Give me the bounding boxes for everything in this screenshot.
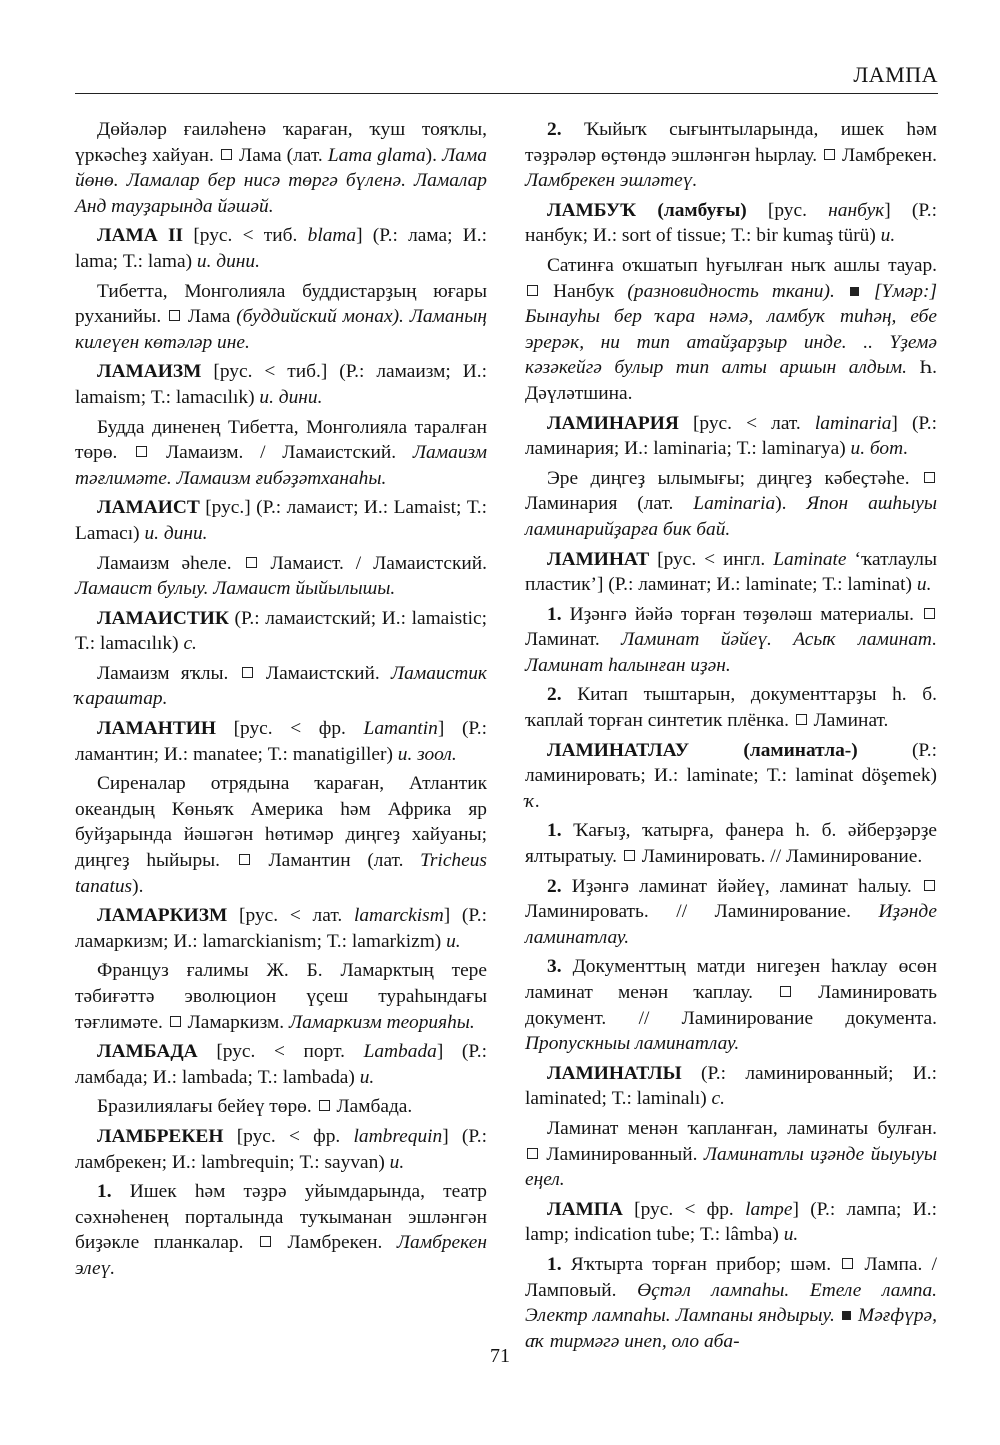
running-head: ЛАМПА [853, 62, 938, 87]
headword: ЛАМИНАТЛЫ [547, 1062, 682, 1084]
entry-lampa: ЛАМПА [рус. < фр. lampe] (Р.: лампа; И.: lamp; indication tube; Т.: lâmba) и. [525, 1198, 937, 1246]
russian-equivalent-marker [924, 880, 935, 891]
entry-lamarkizm: ЛАМАРКИЗМ [рус. < лат. lamarckism] (Р.: ламаркизм; И.: lamarckianism; Т.: lamarkizm) и. [75, 905, 487, 952]
russian-equivalent-marker [527, 285, 538, 296]
russian-equivalent-marker [221, 149, 232, 160]
headword: ЛАМИНАТ [547, 548, 650, 570]
russian-equivalent-marker [169, 310, 180, 321]
definition: Тибетта, Монголияла буддистарҙың юғары руханийы. Лама (буддийский монах). Ламаның килеүен көтәләр ине. [75, 280, 488, 353]
headword: ЛАМА II [97, 225, 184, 247]
sense: 1. Ишек һәм тәҙрә уйымдарында, театр сәхнәһенең порталында туҡыманан эшләнгән биҙәкле планкалар. Ламбрекен. Ламбрекен элеү. [75, 1181, 487, 1279]
entry-lambada: ЛАМБАДА [рус. < порт. Lambada] (Р.: ламбада; И.: lambada; Т.: lambada) и. [75, 1041, 487, 1088]
entry-laminariya: ЛАМИНАРИЯ [рус. < лат. laminaria] (Р.: ламинария; И.: laminaria; Т.: laminarya) и. бот. [525, 412, 938, 460]
headword: ЛАМИНАТЛАУ (ламинатла-) [547, 739, 858, 761]
russian-equivalent-marker [796, 714, 807, 725]
headword: ЛАМБРЕКЕН [97, 1125, 224, 1147]
definition: Ламаизм яҡлы. Ламаистский. Ламаистик ҡараштар. [75, 662, 487, 710]
headword: ЛАМИНАРИЯ [547, 412, 679, 434]
entry-lambuq: ЛАМБУҠ (ламбуғы) [рус. нанбук] (Р.: нанбук; И.: sort of tissue; Т.: bir kumaş türü) и. [525, 199, 937, 247]
russian-equivalent-marker [170, 1016, 181, 1027]
russian-equivalent-marker [319, 1100, 330, 1111]
entry-lama-ii: ЛАМА II [рус. < тиб. blama] (Р.: лама; И.: lama; Т.: lama) и. дини. [75, 225, 487, 272]
entry-lama-i-cont: Дөйәләр ғаиләһенә ҡараған, ҡуш тояҡлы, үркәсһеҙ хайуан. Лама (лат. Lama glama). Лама йөнө. Ламалар бер нисә төргә бүленә. Ламалар Анд тауҙарында йәшәй. [75, 119, 488, 217]
russian-equivalent-marker [246, 557, 257, 568]
headword: ЛАМАИЗМ [97, 361, 202, 383]
russian-equivalent-marker [924, 472, 935, 483]
russian-equivalent-marker [842, 1258, 853, 1269]
headword: ЛАМАРКИЗМ [97, 905, 228, 927]
sense: 2. Ҡыйыҡ сығынтыларында, ишек һәм тәҙрәләр өҫтөндә эшләнгән һырлау. Ламбрекен. Ламбрекен эшләтеү. [525, 119, 937, 192]
sense: 2. Иҙәнгә ламинат йәйеү, ламинат һалыу. Ламинировать. // Ламинирование. Иҙәнде ламинатлау. [525, 875, 937, 948]
russian-equivalent-marker [780, 986, 791, 997]
russian-equivalent-marker [924, 608, 935, 619]
sense: 1. Яҡтырта торған прибор; шәм. Лампа. / Ламповый. Өҫтәл лампаһы. Етеле лампа. Электр лампаһы. Лампаны яндырыу. Мәғфүрә, аҡ тирмәгә инеп, оло аба- [525, 1253, 937, 1352]
sense: 2. Китап тыштарын, документтарҙы һ. б. ҡаплай торған синтетик плёнка. Ламинат. [525, 684, 937, 732]
russian-equivalent-marker [260, 1236, 271, 1247]
left-column [75, 117, 487, 1282]
russian-equivalent-marker [239, 854, 250, 865]
russian-equivalent-marker [242, 667, 253, 678]
headword: ЛАМАИСТИК [97, 607, 229, 629]
definition: Ламаизм әһеле. Ламаист. / Ламаистский. Ламаист булыу. Ламаист йыйылышы. [75, 552, 487, 600]
header-rule [75, 93, 938, 94]
headword: ЛАМБАДА [97, 1041, 198, 1063]
entry-lambreken: ЛАМБРЕКЕН [рус. < фр. lambrequin] (Р.: ламбрекен; И.: lambrequin; Т.: sayvan) и. [75, 1125, 487, 1173]
entry-laminatly: ЛАМИНАТЛЫ (Р.: ламинированный; И.: laminated; Т.: laminalı) с. [525, 1062, 937, 1110]
definition: Бразилиялағы бейеү төрө. Ламбада. [97, 1096, 413, 1118]
definition: Ламинат менән ҡапланған, ламинаты булған. Ламинированный. Ламинатлы иҙәнде йыуыуы еңел. [525, 1117, 937, 1191]
headword: ЛАМПА [547, 1198, 623, 1220]
sense: 3. Документтың матди нигеҙен һаҡлау өсөн ламинат менән ҡаплау. Ламинировать документ. // Ламинирование документа. Пропускныы ламинатлау. [525, 956, 937, 1055]
sense: 1. Ҡағыҙ, ҡатырға, фанера һ. б. әйберҙәрҙе ялтыратыу. Ламинировать. // Ламинирование. [525, 820, 937, 868]
definition: Эре диңгеҙ ылымығы; диңгеҙ кәбеҫтәһе. Ламинария (лат. Laminaria). Япон ашһыуы ламинарийҙарға бик бай. [525, 467, 937, 540]
page-number: 71 [490, 1345, 510, 1367]
russian-equivalent-marker [624, 850, 635, 861]
entry-lamaizm: ЛАМАИЗМ [рус. < тиб.] (Р.: ламаизм; И.: lamaism; Т.: lamacılık) и. дини. [75, 361, 487, 408]
headword: ЛАМБУҠ (ламбуғы) [547, 199, 747, 221]
russian-equivalent-marker [824, 149, 835, 160]
russian-equivalent-marker [527, 1148, 538, 1159]
citation-marker [842, 1311, 851, 1320]
definition: Сатинға оҡшатып һуғылған ныҡ ашлы тауар. Нанбук (разновидность ткани). [Үмәр:] Бынауһы бер ҡара нәмә, ламбуҡ тиһәң, ебе эрерәк, ни тип атайҙарҙыр инде. .. Үҙемә кәзәкейгә булыр тип алты аршын алдым. Һ. Дәүләтшина. [525, 254, 938, 404]
entry-lamantin: ЛАМАНТИН [рус. < фр. Lamantin] (Р.: ламантин; И.: manatee; Т.: manatigiller) и. зоол. [75, 718, 487, 765]
entry-laminat: ЛАМИНАТ [рус. < ингл. Laminate ‘ҡатлаулы пластик’] (Р.: ламинат; И.: laminate; Т.: laminat) и. [525, 548, 937, 596]
entry-lamaist: ЛАМАИСТ [рус.] (Р.: ламаист; И.: Lamaist; Т.: Lamacı) и. дини. [75, 497, 487, 544]
sense: 1. Иҙәнгә йәйә торған төҙөләш материалы. Ламинат. Ламинат йәйеү. Асыҡ ламинат. Ламинат һалынған иҙән. [525, 603, 937, 676]
definition: Сиреналар отрядына ҡараған, Атлантик океандың Көньяҡ Америка һәм Африка яр буйҙарында йәшәгән һөтимәр диңгеҙ хайуаны; диңгеҙ һыйыры. Ламантин (лат. Tricheus tanatus). [75, 773, 487, 897]
right-column [525, 117, 937, 1354]
russian-equivalent-marker [136, 446, 147, 457]
definition: Будда диненең Тибетта, Монголияла таралған төрө. Ламаизм. / Ламаистский. Ламаизм тәғлимәте. Ламаизм ғибәҙәтханаһы. [75, 416, 487, 489]
headword: ЛАМАИСТ [97, 497, 200, 519]
entry-laminatlau: ЛАМИНАТЛАУ (ламинатла-) (Р.: ламинировать; И.: laminate; Т.: laminat döşemek) ҡ. [525, 739, 937, 812]
entry-lamaistik: ЛАМАИСТИК (Р.: ламаистский; И.: lamaistic; Т.: lamacılık) с. [75, 607, 487, 655]
headword: ЛАМАНТИН [97, 718, 216, 740]
definition: Француз ғалимы Ж. Б. Ламарктың тере тәбиғәттә эволюцион үҫеш тураһындағы тәғлимәте. Ламаркизм. Ламаркизм теорияһы. [75, 960, 487, 1033]
citation-marker [850, 287, 859, 296]
